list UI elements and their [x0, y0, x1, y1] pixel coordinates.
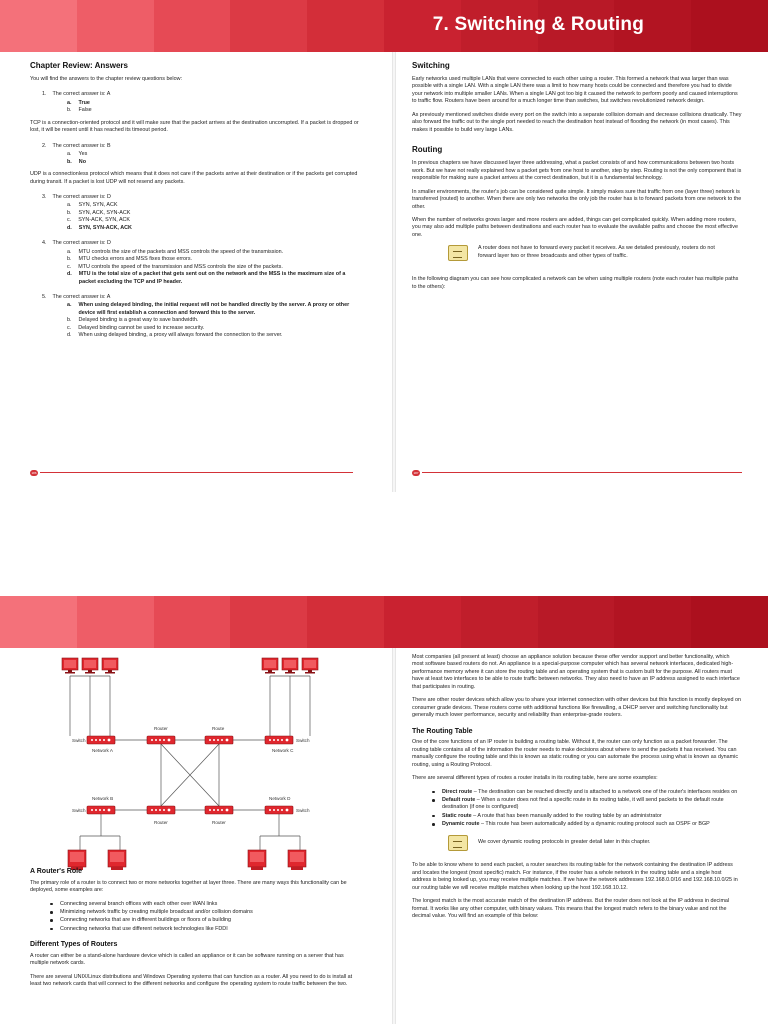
diagram-label: Switch	[72, 808, 86, 813]
option-text: Yes	[78, 151, 88, 158]
routing-paragraph: In previous chapters we have discussed layer three addressing, what a packet consists of and how communications between two hosts work. But we have not really explained how a packet gets from one host to another, step by step. Routing is not the only component that is responsible for making sure a packet arrives at the correct destination, but it is a fundamental technology.	[412, 160, 742, 182]
note-text: We cover dynamic routing protocols in greater detail later in this chapter.	[478, 838, 651, 845]
question-item	[30, 294, 360, 340]
option-item	[67, 210, 360, 217]
bullet-item: Connecting several branch offices with each other over WAN links	[50, 901, 360, 908]
routing-table-paragraph: One of the core functions of an IP router is building a routing table. Without it, the router can only function as a packet forwarder. The routing table contains all of the information the router needs to make decisions about where to send the packets it has received. You can manually configure the routing table and this is known as static routing or you can automate the process using what is known as dynamic routing, using a Routing Protocol.	[412, 739, 739, 768]
footer-rule	[422, 472, 742, 473]
page-number: 186	[31, 471, 37, 475]
route-type-desc: – This route has been automatically added by a dynamic routing protocol such as OSPF or BGP	[479, 821, 710, 828]
option-text: True	[78, 99, 90, 106]
option-item	[67, 202, 360, 209]
bullet-item: Connecting networks that are in different buildings or floors of a building	[50, 917, 360, 924]
book-spine	[392, 648, 396, 1024]
note-icon	[448, 835, 468, 851]
types-paragraph: There are several UNIX/Linux distributions and Windows Operating systems that can function as a router. All you need to do is install at least two network cards that will connect to the different networks and configure the operating system to route traffic between the two.	[30, 973, 353, 988]
question-number: 4.	[42, 240, 47, 247]
option-list	[67, 100, 360, 115]
question-answer-line	[42, 294, 360, 301]
diagram-label: Router	[212, 820, 226, 825]
spread-gap	[0, 496, 768, 596]
option-item	[67, 100, 360, 107]
option-letter: d.	[67, 271, 72, 278]
switch-icon	[265, 806, 293, 814]
option-item	[67, 317, 360, 324]
route-type-term: Direct route	[442, 788, 473, 795]
banner-segment	[461, 596, 538, 648]
note-text: A router does not have to forward every packet it receives. As we detailed previously, routers do not forward layer two or three broadcasts and other types of traffic.	[478, 245, 715, 259]
route-type-term: Dynamic route	[442, 821, 480, 828]
route-type-item	[432, 797, 742, 812]
option-text: When using delayed binding, a proxy will always forward the connection to the server.	[78, 332, 283, 339]
router-note	[448, 245, 718, 266]
consumer-router-paragraph: There are other router devices which allow you to share your internet connection with other devices but this function is mostly deployed on consumer grade devices. These routers come with additional functions like firewalling, a DHCP server and switching functionality but generally much lower performance, security and reliability than enterprise-grade routers.	[412, 697, 742, 719]
option-item	[67, 264, 360, 271]
option-letter: d.	[67, 332, 72, 339]
option-item	[67, 217, 360, 224]
option-item	[67, 249, 360, 256]
option-item	[67, 271, 360, 286]
option-letter: c.	[67, 263, 72, 270]
dynamic-routing-note	[448, 835, 718, 852]
types-paragraph: A router can either be a stand-alone hardware device which is called an appliance or it can be software running on a server that has multiple network cards.	[30, 953, 344, 967]
option-letter: a.	[67, 248, 72, 255]
banner-segment	[0, 0, 77, 52]
routing-table-paragraph: There are several different types of routes a router installs in its routing table, here are some examples:	[412, 775, 658, 782]
computer-icon	[102, 658, 118, 674]
page-number: 187	[413, 471, 419, 475]
question-number: 1.	[42, 91, 47, 98]
option-item	[67, 151, 360, 158]
banner-segment	[691, 0, 768, 52]
question-list	[30, 91, 360, 339]
question-item	[30, 143, 360, 186]
bullet-item: Minimizing network traffic by creating multiple broadcast and/or collision domains	[50, 909, 360, 916]
router-icon	[205, 806, 233, 814]
banner-segment	[77, 0, 154, 52]
banner-segment	[691, 596, 768, 648]
router-icon	[205, 736, 233, 744]
routing-heading: Routing	[412, 145, 443, 155]
banner-segment	[230, 0, 307, 52]
question-number: 5.	[42, 294, 47, 300]
bottom-spread	[0, 596, 768, 1024]
computer-icon	[82, 658, 98, 674]
option-letter: d.	[67, 224, 72, 231]
question-answer: The correct answer is: A	[52, 91, 111, 98]
appliance-paragraph: Most companies (all present at least) choose an appliance solution because these offer vendor support and better functionality, which most software based routers do not. An appliance is a special-purpose computer which has several network interfaces, dedicated high-performance memory where it can store the routing table and an operating system that is custom built for the purpose. All routers must have at least two interfaces to be able to route traffic between networks. They also need to have an IP address assigned to each interface that participates in routing.	[412, 654, 740, 690]
computer-icon	[62, 658, 78, 674]
question-answer: The correct answer is: D	[52, 240, 111, 247]
banner-segment	[154, 0, 231, 52]
option-letter: b.	[67, 158, 72, 165]
question-item	[30, 91, 360, 134]
top-spread	[0, 0, 768, 496]
diagram-label: Network C	[272, 748, 294, 753]
router-role-column	[30, 860, 360, 995]
routing-paragraph: When the number of networks grows larger and more routers are added, things can get complicated quickly. When adding more routers, you may also add multiple paths between destinations and each router has to evaluate the available paths and choose the most effective one.	[412, 216, 738, 238]
router-network-diagram	[60, 640, 320, 876]
question-item	[30, 240, 360, 286]
option-letter: a.	[67, 202, 72, 209]
question-answer: The correct answer is: A	[52, 294, 111, 300]
option-letter: b.	[67, 317, 72, 324]
banner	[0, 0, 768, 52]
bullet-item: Connecting networks that use different network technologies like FDDI	[50, 926, 360, 933]
option-item	[67, 225, 360, 232]
option-text: MTU checks errors and MSS fixes those errors.	[78, 256, 193, 263]
option-text: MTU controls the size of the packets and MSS controls the speed of the transmission.	[78, 248, 284, 255]
option-list	[67, 202, 360, 232]
computer-icon	[282, 658, 298, 674]
computer-icon	[302, 658, 318, 674]
question-answer-line	[42, 91, 360, 98]
option-letter: a.	[67, 151, 72, 158]
switching-heading: Switching	[412, 61, 450, 70]
banner-segment	[614, 596, 691, 648]
diagram-label: Switch	[296, 738, 310, 743]
route-type-item	[432, 789, 742, 796]
option-letter: c.	[67, 217, 72, 224]
question-answer-line	[42, 240, 360, 247]
question-answer-line	[42, 143, 360, 150]
book-spine	[392, 52, 396, 492]
option-text: Delayed binding is a great way to save bandwidth.	[78, 317, 199, 324]
route-type-desc: – The destination can be reached directly and is attached to a network one of the router's interfaces resides on	[472, 788, 738, 795]
route-type-item	[432, 813, 742, 820]
longest-match-paragraph: The longest match is the most accurate match of the destination IP address. But the router does not look at the IP address in decimal format. It works like any other computer, with binary values. This means that the longest match refers to the binary value and not the decimal value. You will find an example of this below:	[412, 898, 730, 919]
option-item	[67, 107, 360, 114]
option-letter: a.	[67, 302, 72, 309]
diagram-label: Router	[154, 726, 168, 731]
diagram-label: Network A	[92, 748, 113, 753]
option-text: MTU is the total size of a packet that gets sent out on the network and the MSS is the maximum size of a packet excluding the TCP and IP header.	[78, 271, 346, 285]
option-text: False	[78, 107, 92, 114]
page-footer-left	[30, 470, 353, 476]
routing-paragraph: In the following diagram you can see how complicated a network can be when using multiple routers (note each router has multiple paths to the others):	[412, 276, 739, 290]
routing-table-heading: The Routing Table	[412, 727, 473, 735]
route-type-desc: – When a router does not find a specific route in its routing table, it will send packets to the default route destination (if one is configured)	[442, 797, 724, 811]
question-number: 2.	[42, 142, 47, 149]
diagram-label: Network B	[92, 796, 114, 801]
question-answer: The correct answer is: D	[52, 194, 111, 201]
option-letter: b.	[67, 256, 72, 263]
computer-icon	[262, 658, 278, 674]
diagram-label: Switch	[296, 808, 310, 813]
role-paragraph: The primary role of a router is to connect two or more networks together at layer three. There are many ways this functionality can be deployed, some examples are:	[30, 879, 347, 894]
route-type-item	[432, 821, 742, 828]
option-text: SYN, SYN, ACK	[78, 202, 118, 209]
answer-explanation: UDP is a connectionless protocol which means that it does not care if the packets arrive at their destination or if the packets get corrupted during transit. If a packet is lost UDP will not resend any packets.	[30, 171, 358, 185]
switch-icon	[87, 736, 115, 744]
option-text: SYN-ACK, SYN, ACK	[78, 217, 131, 224]
review-intro: You will find the answers to the chapter review questions below:	[30, 76, 183, 83]
option-text: When using delayed binding, the initial request will not be handled directly by the server. A proxy or other device will first establish a connection and forward this to the server.	[78, 302, 350, 316]
option-list	[67, 151, 360, 166]
switching-paragraph: As previously mentioned switches divide every port on the switch into a separate collision domain and decrease collisions drastically. They also forward the traffic out to the single port needed to reach the destination host instead of flooding the network (in most cases). This makes it possible to build very large LANs.	[412, 111, 742, 133]
routing-table-column	[412, 654, 742, 926]
chapter-title: 7. Switching & Routing	[432, 14, 644, 35]
banner-segment	[538, 596, 615, 648]
option-letter: c.	[67, 324, 72, 331]
option-letter: b.	[67, 209, 72, 216]
question-answer-line	[42, 194, 360, 201]
question-number: 3.	[42, 194, 47, 201]
router-icon	[147, 806, 175, 814]
question-answer: The correct answer is: B	[52, 142, 111, 149]
routing-table-paragraph: To be able to know where to send each packet, a router searches its routing table for the network containing the destination IP address and locates the longest (most specific) match. For instance, if the router has a whole network in the routing table and a single host address is being looked up, you may receive multiple matches. If we have the network addresses 192.168.0.0/16 and 192.168.10.0/25 in our routing table we will receive multiple matches when looking up the host 192.168.10.12.	[412, 862, 738, 891]
option-text: SYN, ACK, SYN-ACK	[78, 209, 131, 216]
diagram-label: Route	[212, 726, 225, 731]
switch-icon	[87, 806, 115, 814]
role-heading: A Router's Role	[30, 868, 82, 875]
option-text: No	[78, 158, 86, 165]
option-item	[67, 256, 360, 263]
router-icon	[147, 736, 175, 744]
option-letter: a.	[67, 99, 72, 106]
option-text: SYN, SYN-ACK, ACK	[78, 224, 132, 231]
option-item	[67, 302, 360, 317]
review-answers-column	[30, 60, 360, 345]
page-footer-right	[412, 470, 742, 476]
banner-segment	[307, 0, 384, 52]
option-item	[67, 325, 360, 332]
answer-explanation: TCP is a connection-oriented protocol and it will make sure that the packet arrives at the destination uncorrupted. If a packet is dropped or lost, it will be resent until it has reached its timeout period.	[30, 119, 359, 134]
switching-routing-column	[412, 60, 742, 297]
option-list	[67, 249, 360, 286]
option-item	[67, 159, 360, 166]
diagram-label: Switch	[72, 738, 86, 743]
question-item	[30, 194, 360, 232]
option-text: MTU controls the speed of the transmission and MSS controls the size of the packets.	[78, 263, 283, 270]
route-type-desc: – A route that has been manually added to the routing table by an administrator	[471, 812, 662, 819]
option-letter: b.	[67, 107, 72, 114]
diagram-label: Router	[154, 820, 168, 825]
types-heading: Different Types of Routers	[30, 941, 118, 949]
route-type-term: Default route	[442, 797, 476, 803]
option-item	[67, 332, 360, 339]
route-type-list	[432, 789, 742, 829]
switch-icon	[265, 736, 293, 744]
footer-rule	[40, 472, 353, 473]
diagram-label: Network D	[269, 796, 291, 801]
role-bullet-list	[50, 901, 360, 934]
option-text: Delayed binding cannot be used to increase security.	[78, 324, 205, 331]
option-list	[67, 302, 360, 339]
routing-paragraph: In smaller environments, the router's job can be considered quite simple. It simply makes sure that traffic from one (layer three) network is transferred (routed) to another. When there are only two networks the only job the router has is to forward packets from one network to the other.	[412, 188, 742, 210]
banner-segment	[384, 596, 461, 648]
review-heading: Chapter Review: Answers	[30, 61, 128, 70]
switching-paragraph: Early networks used multiple LANs that were connected to each other using a router. This formed a network that was larger than was possible with a single LAN. With a single LAN there was a limit to how many hosts could be connected and therefore you had to divide your network into multiple smaller LANs. When a single LAN got too big it caused the network to perform poorly and caused interruptions to traffic flow. Routers have been around for a much longer time than switches, but switches revolutionized network design.	[412, 76, 738, 105]
note-icon	[448, 245, 468, 261]
route-type-term: Static route	[442, 812, 472, 819]
